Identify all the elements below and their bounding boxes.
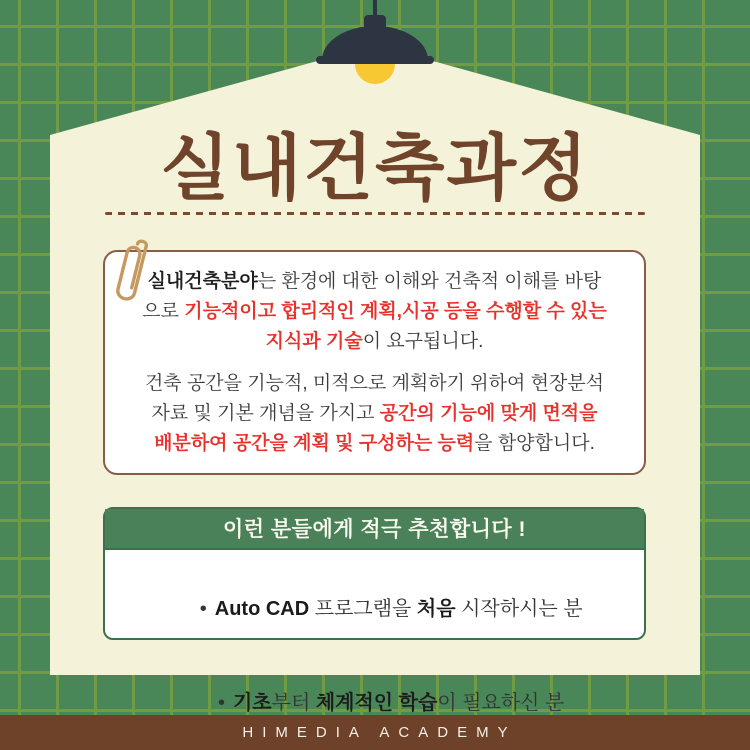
brand-name: HIMEDIA ACADEMY [242, 724, 517, 741]
lamp-dome-icon [322, 26, 428, 60]
course-description-text [105, 252, 644, 473]
lamp-cord [373, 0, 377, 22]
paragraph-2: 건축 공간을 기능적, 미적으로 계획하기 위하여 현장분석 자료 및 기본 개념을 가지고 공간의 기능에 맞게 면적을 배분하여 공간을 계획 및 구성하는 능력을 함양합니다. [144, 372, 605, 454]
paragraph-1: 실내건축분야는 환경에 대한 이해와 건축적 이해를 바탕 으로 기능적이고 합리적인 계획,시공 등을 수행할 수 있는 지식과 기술이 요구됩니다. [142, 270, 607, 352]
list-item: • 기초부터 체계적인 학습이 필요하신 분 [217, 692, 565, 714]
footer-bar [0, 715, 750, 750]
list-item: • Auto CAD 프로그램을 처음 시작하시는 분 [199, 598, 583, 620]
dashed-divider [105, 212, 645, 215]
highlight-red: 배분하여 공간을 계획 및 구성하는 능력 [154, 432, 475, 454]
course-description-card [103, 250, 646, 475]
lamp-rim [316, 56, 434, 64]
page-title: 실내건축과정 [160, 129, 590, 209]
recommendation-card [103, 507, 646, 714]
intro-keyword: 실내건축분야 [147, 270, 258, 292]
bullet-icon: • [217, 692, 225, 714]
recommendation-header: 이런 분들에게 적극 추천합니다 ! [105, 509, 644, 550]
highlight-red: 공간의 기능에 맞게 면적을 [379, 402, 598, 424]
highlight-red: 기능적이고 합리적인 계획,시공 등을 수행할 수 있는 [184, 300, 607, 322]
highlight-red: 지식과 기술 [265, 330, 363, 352]
bullet-icon: • [199, 598, 207, 620]
